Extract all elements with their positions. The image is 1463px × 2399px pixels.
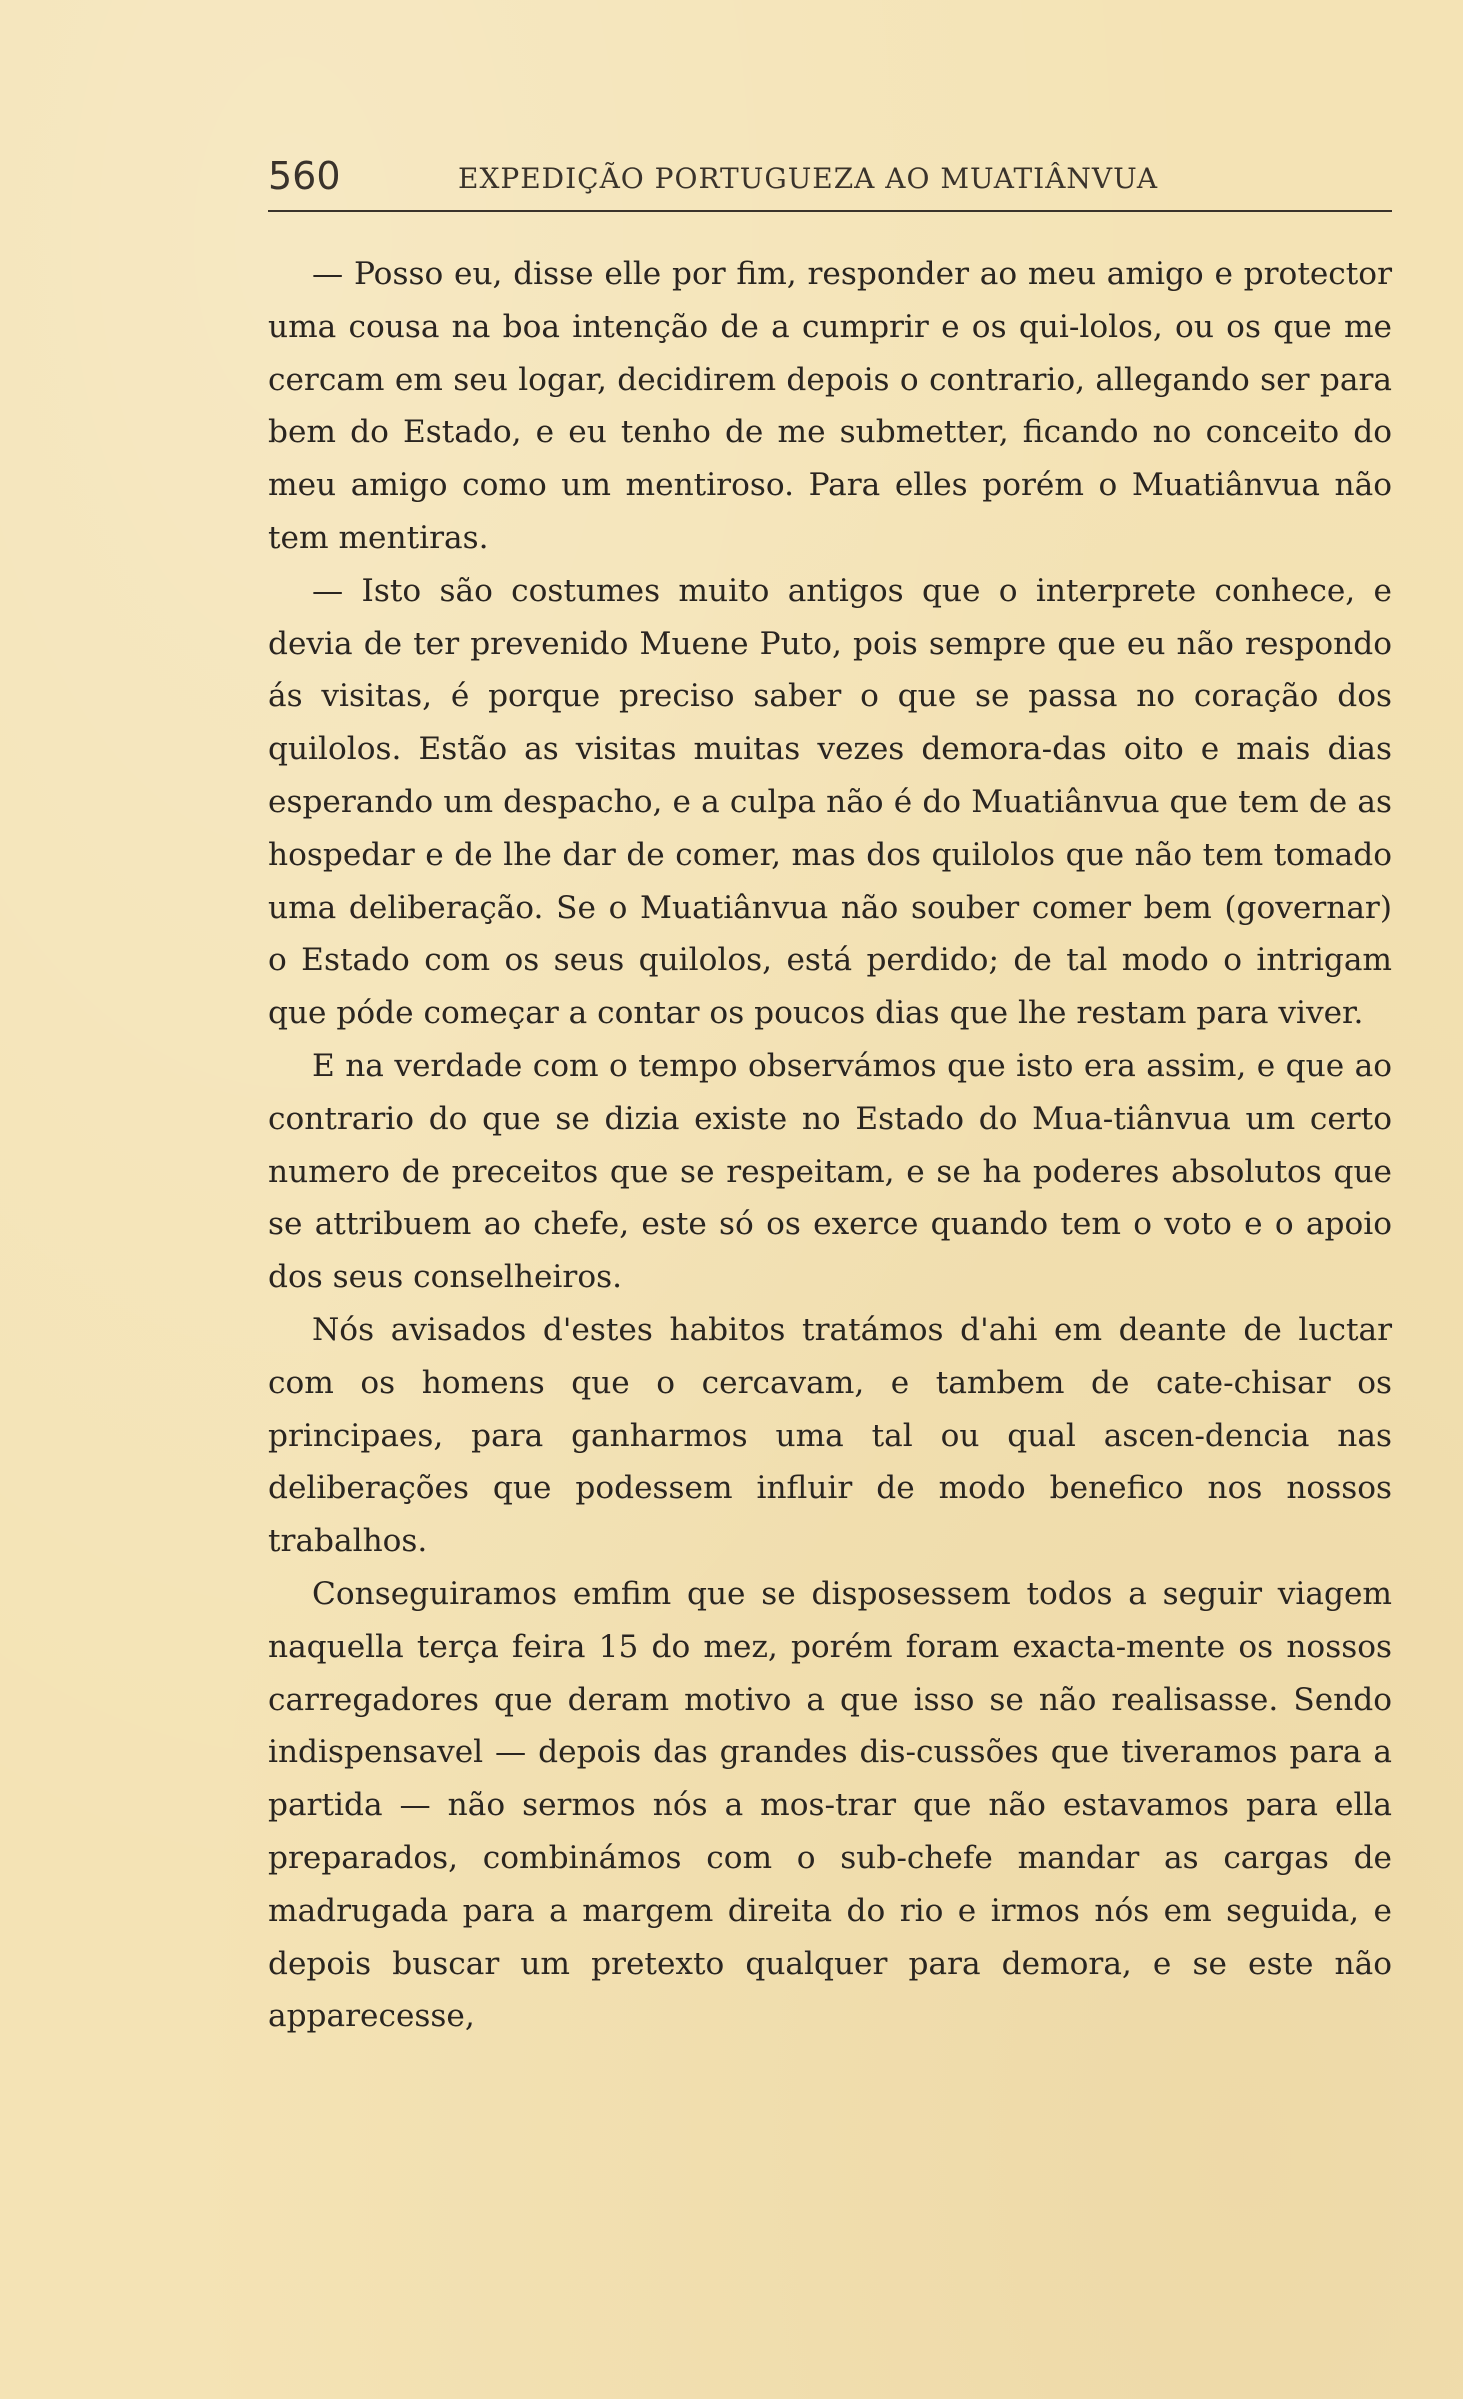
paragraph: Conseguiramos emfim que se disposessem todos a seguir viagem naquella terça feira 15 do mez, porém foram exacta-mente os nossos carregadores que deram motivo a que isso se não realisasse. Sendo indispensavel — depois das grandes dis-cussões que tiveramos para a partida — não sermos nós a mos-trar que não estavamos para ella preparados, combinámos com o sub-chefe mandar as cargas de madrugada para a margem direita do rio e irmos nós em seguida, e depois buscar um pretexto qualquer para demora, e se este não apparecesse, — [268, 1575, 1392, 2035]
paragraph: — Posso eu, disse elle por fim, responder ao meu amigo e protector uma cousa na boa intenção de a cumprir e os qui-lolos, ou os que me cercam em seu logar, decidirem depois o contrario, allegando ser para bem do Estado, e eu tenho de me submetter, ficando no conceito do meu amigo como um mentiroso. Para elles porém o Muatiânvua não tem mentiras. — [268, 256, 1392, 556]
paragraph: Nós avisados d'estes habitos tratámos d'ahi em deante de luctar com os homens que o cercavam, e tambem de cate-chisar os principaes, para ganharmos uma tal ou qual ascen-dencia nas deliberações que podessem influir de modo benefico nos nossos trabalhos. — [268, 1311, 1392, 1560]
book-page — [268, 150, 1392, 2043]
page-header — [268, 150, 1392, 212]
paragraph: — Isto são costumes muito antigos que o interprete conhece, e devia de ter prevenido Muene Puto, pois sempre que eu não respondo ás visitas, é porque preciso saber o que se passa no coração dos quilolos. Estão as visitas muitas vezes demora-das oito e mais dias esperando um despacho, e a culpa não é do Muatiânvua que tem de as hospedar e de lhe dar de comer, mas dos quilolos que não tem tomado uma deliberação. Se o Muatiânvua não souber comer bem (governar) o Estado com os seus quilolos, está perdido; de tal modo o intrigam que póde começar a contar os poucos dias que lhe restam para viver. — [268, 572, 1392, 1032]
running-title: EXPEDIÇÃO PORTUGUEZA AO MUATIÂNVUA — [458, 162, 1159, 195]
body-text — [268, 248, 1392, 2043]
page-number: 560 — [268, 154, 341, 198]
paragraph: E na verdade com o tempo observámos que isto era assim, e que ao contrario do que se dizia existe no Estado do Mua-tiânvua um certo numero de preceitos que se respeitam, e se ha poderes absolutos que se attribuem ao chefe, este só os exerce quando tem o voto e o apoio dos seus conselheiros. — [268, 1047, 1392, 1296]
